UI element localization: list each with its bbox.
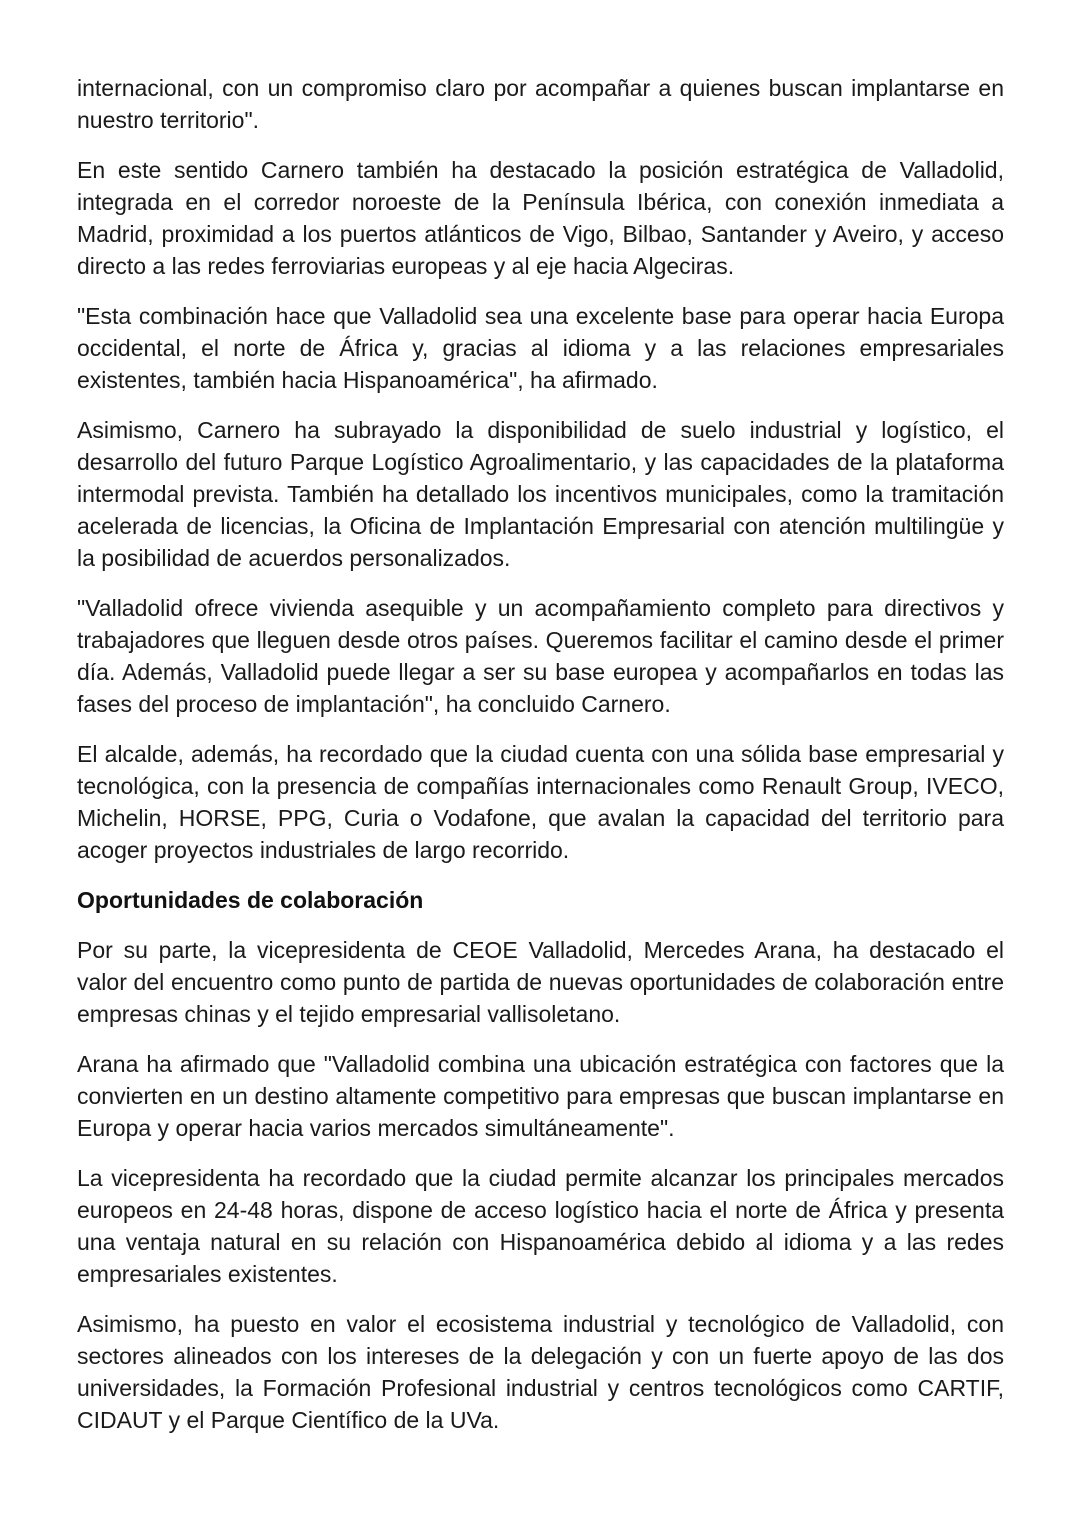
paragraph: Asimismo, ha puesto en valor el ecosistema industrial y tecnológico de Valladolid, con sectores alineados con los intereses de la delegación y con un fuerte apoyo de las dos universidades, la Formación Profesional industrial y centros tecnológicos como CARTIF, CIDAUT y el Parque Científico de la UVa.	[77, 1311, 1004, 1433]
paragraph: La vicepresidenta ha recordado que la ciudad permite alcanzar los principales mercados europeos en 24-48 horas, dispone de acceso logístico hacia el norte de África y presenta una ventaja natural en su relación con Hispanoamérica debido al idioma y a las redes empresariales existentes.	[77, 1165, 1004, 1287]
paragraph: internacional, con un compromiso claro por acompañar a quienes buscan implantarse en nuestro territorio".	[77, 75, 1004, 133]
document-page	[77, 72, 1004, 1454]
paragraph: El alcalde, además, ha recordado que la ciudad cuenta con una sólida base empresarial y tecnológica, con la presencia de compañías internacionales como Renault Group, IVECO, Michelin, HORSE, PPG, Curia o Vodafone, que avalan la capacidad del territorio para acoger proyectos industriales de largo recorrido.	[77, 741, 1004, 863]
paragraph: "Valladolid ofrece vivienda asequible y un acompañamiento completo para directivos y trabajadores que lleguen desde otros países. Queremos facilitar el camino desde el primer día. Además, Valladolid puede llegar a ser su base europea y acompañarlos en todas las fases del proceso de implantación", ha concluido Carnero.	[77, 595, 1004, 717]
paragraph: Asimismo, Carnero ha subrayado la disponibilidad de suelo industrial y logístico, el desarrollo del futuro Parque Logístico Agroalimentario, y las capacidades de la plataforma intermodal prevista. También ha detallado los incentivos municipales, como la tramitación acelerada de licencias, la Oficina de Implantación Empresarial con atención multilingüe y la posibilidad de acuerdos personalizados.	[77, 417, 1004, 571]
paragraph: Por su parte, la vicepresidenta de CEOE Valladolid, Mercedes Arana, ha destacado el valor del encuentro como punto de partida de nuevas oportunidades de colaboración entre empresas chinas y el tejido empresarial vallisoletano.	[77, 937, 1004, 1027]
paragraph: "Esta combinación hace que Valladolid sea una excelente base para operar hacia Europa occidental, el norte de África y, gracias al idioma y a las relaciones empresariales existentes, también hacia Hispanoamérica", ha afirmado.	[77, 303, 1004, 393]
section-heading: Oportunidades de colaboración	[77, 887, 424, 913]
paragraph: Arana ha afirmado que "Valladolid combina una ubicación estratégica con factores que la convierten en un destino altamente competitivo para empresas que buscan implantarse en Europa y operar hacia varios mercados simultáneamente".	[77, 1051, 1004, 1141]
paragraph: En este sentido Carnero también ha destacado la posición estratégica de Valladolid, integrada en el corredor noroeste de la Península Ibérica, con conexión inmediata a Madrid, proximidad a los puertos atlánticos de Vigo, Bilbao, Santander y Aveiro, y acceso directo a las redes ferroviarias europeas y al eje hacia Algeciras.	[77, 157, 1004, 279]
